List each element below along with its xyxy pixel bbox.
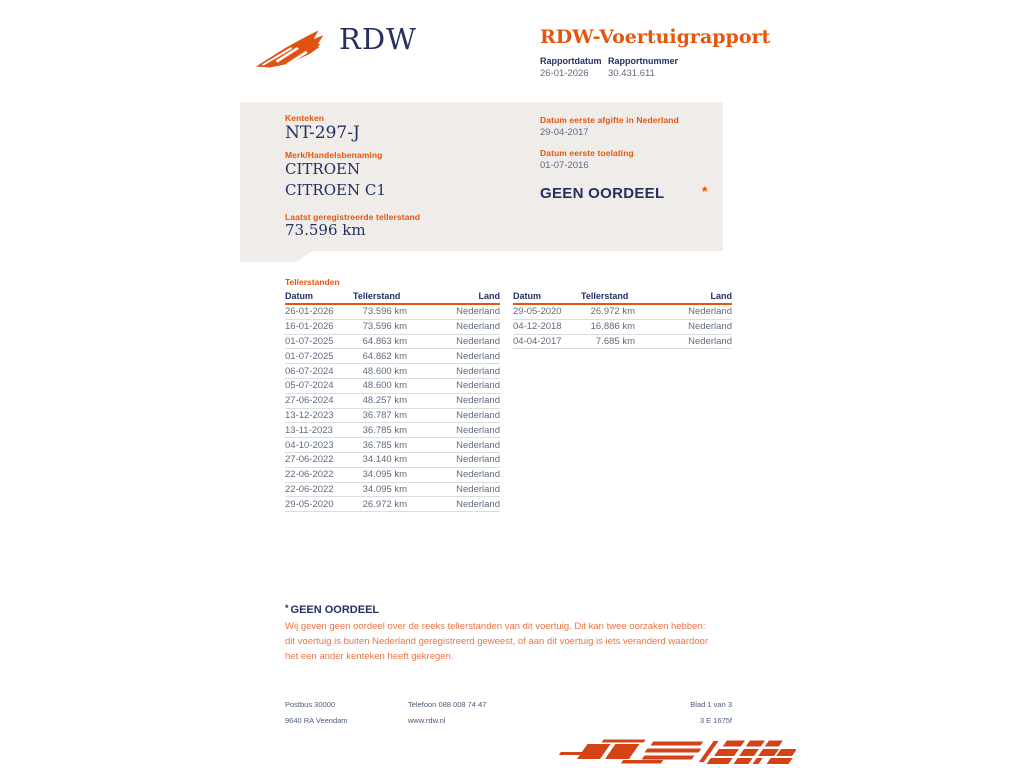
table-row: [285, 320, 500, 335]
footer-website-link[interactable]: www.rdw.nl: [408, 716, 446, 725]
footer-address-line1: Postbus 30000: [285, 700, 336, 709]
cell-datum: 16-01-2026: [285, 321, 334, 333]
cell-land: Nederland: [456, 350, 500, 362]
table-row: [513, 320, 732, 335]
verdict-asterisk: *: [702, 183, 708, 199]
cell-datum: 27-06-2024: [285, 395, 334, 407]
cell-datum: 01-07-2025: [285, 350, 334, 362]
cell-land: Nederland: [456, 335, 500, 347]
table-row: [513, 305, 732, 320]
odometer-table-left: [285, 289, 500, 512]
table-row: [285, 305, 500, 320]
col-tellerstand: Tellerstand: [581, 291, 629, 301]
report-date-label: Rapportdatum: [540, 56, 602, 66]
report-date-value: 26-01-2026: [540, 68, 589, 79]
cell-land: Nederland: [688, 335, 732, 347]
kenteken-label: Kenteken: [285, 113, 325, 123]
toelating-value: 01-07-2016: [540, 160, 589, 171]
cell-datum: 04-12-2018: [513, 321, 562, 333]
cell-land: Nederland: [688, 321, 732, 333]
table-row: [285, 379, 500, 394]
cell-land: Nederland: [456, 439, 500, 451]
col-land: Land: [478, 291, 500, 301]
cell-tellerstand: 36.785 km: [362, 424, 407, 436]
cell-tellerstand: 48.600 km: [362, 365, 407, 377]
cell-tellerstand: 7.685 km: [595, 335, 635, 347]
report-number-value: 30.431.611: [608, 68, 655, 79]
cell-datum: 29-05-2020: [285, 498, 334, 510]
cell-tellerstand: 26.972 km: [590, 306, 635, 318]
cell-tellerstand: 36.785 km: [362, 439, 407, 451]
col-datum: Datum: [285, 291, 314, 301]
footer-contact: [408, 697, 486, 729]
cell-datum: 13-11-2023: [285, 424, 333, 436]
table-row: [285, 453, 500, 468]
odometer-table-right: [513, 289, 732, 349]
tellerstand-label: Laatst geregistreerde tellerstand: [285, 212, 421, 222]
cell-datum: 04-10-2023: [285, 439, 334, 451]
cell-tellerstand: 34.140 km: [362, 454, 407, 466]
kenteken-value: NT-297-J: [285, 123, 360, 143]
footnote-asterisk: *: [285, 603, 289, 613]
table-row: [285, 483, 500, 498]
cell-datum: 06-07-2024: [285, 365, 334, 377]
cell-datum: 22-06-2022: [285, 483, 334, 495]
table-row: [285, 497, 500, 512]
cell-land: Nederland: [456, 306, 500, 318]
page-title: RDW-Voertuigrapport: [540, 26, 771, 48]
cell-tellerstand: 64.862 km: [362, 350, 407, 362]
col-datum: Datum: [513, 291, 542, 301]
footer-form-code: 3 E 1675f: [699, 716, 732, 725]
cell-land: Nederland: [456, 424, 500, 436]
cell-tellerstand: 73.596 km: [362, 306, 407, 318]
cell-tellerstand: 26.972 km: [362, 498, 407, 510]
table-row: [285, 349, 500, 364]
footnote-title: * GEEN OORDEEL: [285, 603, 380, 616]
toelating-label: Datum eerste toelating: [540, 148, 634, 158]
table-row: [285, 438, 500, 453]
cell-tellerstand: 34.095 km: [362, 483, 407, 495]
cell-datum: 27-06-2022: [285, 454, 334, 466]
table-row: [285, 364, 500, 379]
cell-land: Nederland: [456, 409, 500, 421]
table-body: [513, 305, 732, 349]
merk-value: CITROEN CITROEN C1: [285, 160, 386, 199]
cell-land: Nederland: [456, 498, 500, 510]
footer-pageinfo: [600, 697, 732, 729]
cell-tellerstand: 64.863 km: [362, 335, 407, 347]
table-row: [285, 335, 500, 350]
deco-stripes-icon: [548, 739, 796, 768]
cell-datum: 01-07-2025: [285, 335, 334, 347]
tellerstand-value: 73.596 km: [285, 221, 366, 239]
cell-tellerstand: 34.095 km: [362, 469, 407, 481]
table-row: [513, 335, 732, 350]
footer-address: [285, 697, 348, 729]
cell-datum: 04-04-2017: [513, 335, 562, 347]
footer-phone: Telefoon 088 008 74 47: [408, 700, 487, 709]
report-number-label: Rapportnummer: [608, 56, 679, 66]
cell-land: Nederland: [456, 395, 500, 407]
cell-datum: 05-07-2024: [285, 380, 334, 392]
footer-address-line2: 9640 RA Veendam: [285, 716, 348, 725]
afgifte-label: Datum eerste afgifte in Nederland: [540, 115, 679, 125]
table-row: [285, 423, 500, 438]
footnote-text: Wij geven geen oordeel over de reeks tellerstanden van dit voertuig. Dit kan twee oorzaken hebben: dit voertuig is buiten Nederland geregistreerd geweest, of aan dit voertuig is iets veranderd waardoor het een ander kenteken heeft gekregen.: [285, 621, 708, 662]
cell-land: Nederland: [456, 483, 500, 495]
table-row: [285, 409, 500, 424]
cell-datum: 26-01-2026: [285, 306, 334, 318]
table-row: [285, 468, 500, 483]
rdw-wordmark: RDW: [339, 22, 417, 56]
vehicle-summary-box: [240, 102, 723, 251]
afgifte-value: 29-04-2017: [540, 127, 589, 138]
cell-land: Nederland: [456, 454, 500, 466]
col-tellerstand: Tellerstand: [353, 291, 401, 301]
verdict-text: GEEN OORDEEL: [540, 185, 665, 202]
cell-tellerstand: 48.600 km: [362, 380, 407, 392]
cell-land: Nederland: [456, 380, 500, 392]
rdw-wing-icon: [252, 20, 340, 72]
cell-datum: 13-12-2023: [285, 409, 334, 421]
cell-tellerstand: 73.596 km: [362, 321, 407, 333]
cell-land: Nederland: [456, 365, 500, 377]
table-header: [285, 289, 500, 305]
cell-tellerstand: 36.787 km: [362, 409, 407, 421]
cell-datum: 29-05-2020: [513, 306, 562, 318]
footer-page-number: Blad 1 van 3: [690, 700, 732, 709]
table-body: [285, 305, 500, 512]
col-land: Land: [710, 291, 732, 301]
cell-land: Nederland: [688, 306, 732, 318]
table-header: [513, 289, 732, 305]
cell-tellerstand: 48.257 km: [362, 395, 407, 407]
cell-land: Nederland: [456, 321, 500, 333]
cell-land: Nederland: [456, 469, 500, 481]
table-row: [285, 394, 500, 409]
cell-tellerstand: 16.886 km: [590, 321, 635, 333]
merk-label: Merk/Handelsbenaming: [285, 150, 383, 160]
cell-datum: 22-06-2022: [285, 469, 334, 481]
tellerstanden-heading: Tellerstanden: [285, 277, 340, 287]
